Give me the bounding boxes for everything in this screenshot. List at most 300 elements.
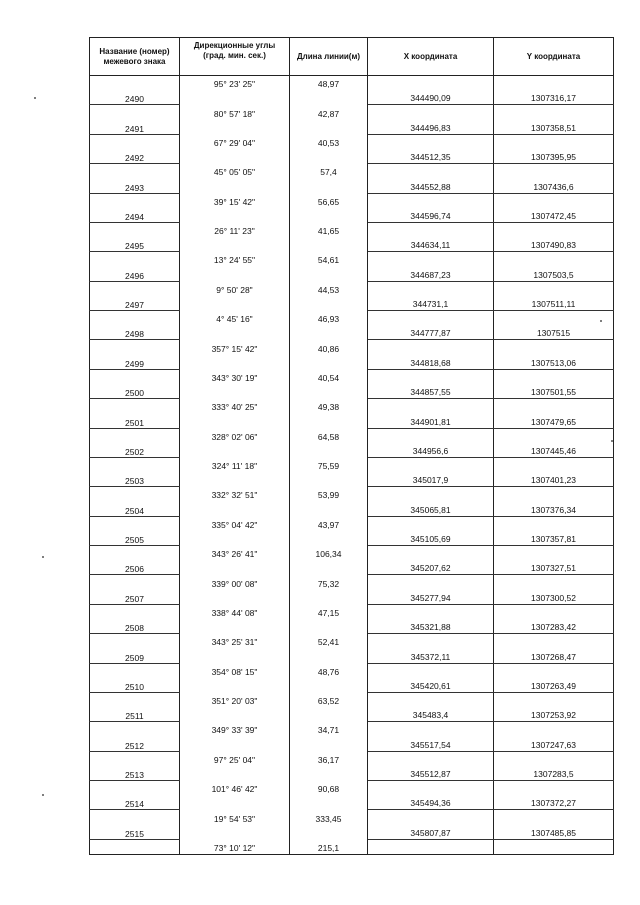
header-direction-angle-label: Дирекционные углы bbox=[193, 41, 276, 50]
point-angle-cell bbox=[180, 472, 290, 487]
point-row bbox=[90, 120, 614, 135]
point-name bbox=[90, 149, 180, 164]
point-angle-cell bbox=[180, 237, 290, 252]
direction-angle bbox=[180, 487, 290, 502]
segment-row bbox=[90, 516, 614, 531]
point-name-value: 2504 bbox=[125, 505, 144, 516]
point-length-cell bbox=[290, 619, 368, 634]
point-name bbox=[90, 766, 180, 781]
x-coordinate-value: 344901,81 bbox=[410, 416, 451, 427]
segment-x-cell bbox=[368, 575, 494, 590]
direction-angle-value: 335° 04' 42" bbox=[211, 519, 258, 530]
point-row bbox=[90, 472, 614, 487]
point-name-value: 2497 bbox=[125, 300, 144, 310]
segment-y-cell bbox=[494, 340, 614, 355]
y-coordinate bbox=[494, 296, 614, 311]
direction-angle bbox=[180, 604, 290, 619]
segment-row bbox=[90, 164, 614, 179]
direction-angle bbox=[180, 516, 290, 531]
line-length bbox=[290, 105, 368, 120]
y-coordinate-value: 1307503,5 bbox=[533, 269, 574, 280]
line-length bbox=[290, 722, 368, 737]
x-coordinate bbox=[368, 648, 494, 663]
y-coordinate-value: 1307283,42 bbox=[531, 622, 576, 633]
point-angle-cell bbox=[180, 355, 290, 370]
point-name-value: 2500 bbox=[125, 388, 144, 399]
y-coordinate bbox=[494, 237, 614, 252]
segment-name-cell bbox=[90, 751, 180, 766]
direction-angle-value: 328° 02' 06" bbox=[211, 431, 258, 442]
header-line-length: Длина линии(м) bbox=[290, 38, 368, 76]
point-name-value: 2492 bbox=[125, 153, 144, 164]
x-coordinate-value: 344818,68 bbox=[410, 357, 451, 368]
point-angle-cell bbox=[180, 795, 290, 810]
point-angle-cell bbox=[180, 266, 290, 281]
scan-speck bbox=[34, 97, 36, 99]
y-coordinate-value: 1307472,45 bbox=[531, 210, 576, 221]
segment-x-cell bbox=[368, 751, 494, 766]
direction-angle bbox=[180, 428, 290, 443]
line-length-value: 56,65 bbox=[317, 196, 340, 207]
point-length-cell bbox=[290, 560, 368, 575]
line-length-value: 90,68 bbox=[317, 784, 340, 795]
segment-row bbox=[90, 575, 614, 590]
point-angle-cell bbox=[180, 501, 290, 516]
point-name-value: 2509 bbox=[125, 652, 144, 663]
point-row bbox=[90, 90, 614, 105]
point-length-cell bbox=[290, 443, 368, 458]
x-coordinate-value: 344956,6 bbox=[412, 445, 449, 456]
segment-x-cell bbox=[368, 487, 494, 502]
y-coordinate bbox=[494, 208, 614, 223]
segment-x-cell bbox=[368, 281, 494, 296]
segment-x-cell bbox=[368, 222, 494, 237]
segment-row bbox=[90, 457, 614, 472]
point-angle-cell bbox=[180, 208, 290, 223]
segment-y-cell bbox=[494, 428, 614, 443]
point-length-cell bbox=[290, 531, 368, 546]
point-length-cell bbox=[290, 325, 368, 340]
segment-row bbox=[90, 604, 614, 619]
direction-angle-value: 39° 15' 42" bbox=[213, 196, 256, 207]
line-length bbox=[290, 193, 368, 208]
header-direction-angle-units: (град. мин. сек.) bbox=[203, 51, 266, 60]
point-name-value: 2507 bbox=[125, 593, 144, 604]
x-coordinate-value: 345207,62 bbox=[410, 563, 451, 574]
direction-angle bbox=[180, 457, 290, 472]
y-coordinate-value: 1307263,49 bbox=[531, 680, 576, 691]
y-coordinate-value: 1307358,51 bbox=[531, 122, 576, 133]
point-name bbox=[90, 590, 180, 605]
point-length-cell bbox=[290, 413, 368, 428]
y-coordinate bbox=[494, 384, 614, 399]
segment-name-cell bbox=[90, 164, 180, 179]
point-name-value: 2499 bbox=[125, 358, 144, 369]
segment-name-cell bbox=[90, 546, 180, 561]
direction-angle bbox=[180, 722, 290, 737]
segment-x-cell bbox=[368, 692, 494, 707]
segment-x-cell bbox=[368, 399, 494, 414]
point-angle-cell bbox=[180, 149, 290, 164]
direction-angle-value: 9° 50' 28" bbox=[216, 284, 253, 295]
direction-angle-value: 351° 20' 03" bbox=[211, 696, 258, 707]
direction-angle-value: 343° 25' 31" bbox=[211, 637, 258, 648]
segment-x-cell bbox=[368, 781, 494, 796]
line-length bbox=[290, 575, 368, 590]
point-name bbox=[90, 208, 180, 223]
segment-row bbox=[90, 487, 614, 502]
point-angle-cell bbox=[180, 178, 290, 193]
y-coordinate bbox=[494, 472, 614, 487]
direction-angle-value: 324° 11' 18" bbox=[211, 461, 258, 472]
line-length-value: 40,53 bbox=[317, 137, 340, 148]
x-coordinate bbox=[368, 795, 494, 810]
y-coordinate bbox=[494, 531, 614, 546]
direction-angle-value: 26° 11' 23" bbox=[214, 226, 255, 237]
point-row bbox=[90, 531, 614, 546]
direction-angle bbox=[180, 252, 290, 267]
x-coordinate bbox=[368, 355, 494, 370]
segment-row bbox=[90, 839, 614, 854]
point-angle-cell bbox=[180, 590, 290, 605]
segment-x-cell bbox=[368, 546, 494, 561]
line-length bbox=[290, 839, 368, 854]
x-coordinate bbox=[368, 237, 494, 252]
y-coordinate bbox=[494, 178, 614, 193]
line-length bbox=[290, 604, 368, 619]
segment-x-cell bbox=[368, 839, 494, 854]
x-coordinate bbox=[368, 178, 494, 193]
segment-y-cell bbox=[494, 516, 614, 531]
direction-angle bbox=[180, 105, 290, 120]
point-length-cell bbox=[290, 178, 368, 193]
segment-y-cell bbox=[494, 193, 614, 208]
line-length-value: 53,99 bbox=[317, 490, 340, 501]
segment-y-cell bbox=[494, 692, 614, 707]
x-coordinate bbox=[368, 472, 494, 487]
point-row bbox=[90, 825, 614, 840]
direction-angle-value: 101° 46' 42" bbox=[211, 784, 258, 795]
point-name-value: 2494 bbox=[125, 211, 144, 222]
direction-angle-value: 354° 08' 15" bbox=[211, 666, 258, 677]
direction-angle bbox=[180, 575, 290, 590]
segment-y-cell bbox=[494, 134, 614, 149]
point-row bbox=[90, 266, 614, 281]
point-row bbox=[90, 296, 614, 311]
x-coordinate-value: 344857,55 bbox=[410, 387, 451, 398]
line-length-value: 333,45 bbox=[315, 813, 342, 824]
x-coordinate-value: 344596,74 bbox=[410, 210, 451, 221]
point-name bbox=[90, 648, 180, 663]
segment-y-cell bbox=[494, 751, 614, 766]
point-angle-cell bbox=[180, 825, 290, 840]
y-coordinate-value: 1307395,95 bbox=[531, 152, 576, 163]
segment-x-cell bbox=[368, 428, 494, 443]
point-name bbox=[90, 384, 180, 399]
x-coordinate bbox=[368, 707, 494, 722]
table-body bbox=[90, 76, 614, 855]
point-row bbox=[90, 678, 614, 693]
y-coordinate-value: 1307247,63 bbox=[531, 739, 576, 750]
direction-angle-value: 73° 10' 12" bbox=[213, 842, 256, 853]
point-name bbox=[90, 355, 180, 370]
segment-name-cell bbox=[90, 810, 180, 825]
segment-x-cell bbox=[368, 311, 494, 326]
segment-name-cell bbox=[90, 663, 180, 678]
segment-name-cell bbox=[90, 722, 180, 737]
x-coordinate-value: 344552,88 bbox=[410, 181, 451, 192]
point-angle-cell bbox=[180, 560, 290, 575]
segment-y-cell bbox=[494, 164, 614, 179]
point-name bbox=[90, 531, 180, 546]
segment-y-cell bbox=[494, 575, 614, 590]
x-coordinate bbox=[368, 531, 494, 546]
segment-name-cell bbox=[90, 252, 180, 267]
point-row bbox=[90, 355, 614, 370]
line-length bbox=[290, 164, 368, 179]
line-length bbox=[290, 516, 368, 531]
x-coordinate bbox=[368, 325, 494, 340]
direction-angle-value: 332° 32' 51" bbox=[211, 490, 258, 501]
x-coordinate-value: 345420,61 bbox=[410, 680, 451, 691]
x-coordinate bbox=[368, 590, 494, 605]
y-coordinate-value: 1307357,81 bbox=[531, 534, 576, 544]
segment-y-cell bbox=[494, 487, 614, 502]
segment-name-cell bbox=[90, 634, 180, 649]
x-coordinate-value: 345017,9 bbox=[412, 475, 449, 486]
line-length bbox=[290, 340, 368, 355]
segment-row bbox=[90, 663, 614, 678]
direction-angle-value: 338° 44' 08" bbox=[211, 607, 258, 618]
line-length-value: 46,93 bbox=[317, 314, 340, 325]
line-length-value: 47,15 bbox=[317, 607, 340, 618]
x-coordinate bbox=[368, 825, 494, 840]
scan-speck bbox=[42, 556, 44, 558]
line-length-value: 40,86 bbox=[317, 343, 340, 354]
segment-y-cell bbox=[494, 546, 614, 561]
line-length bbox=[290, 281, 368, 296]
point-name-value: 2505 bbox=[125, 535, 144, 545]
line-length bbox=[290, 428, 368, 443]
segment-row bbox=[90, 692, 614, 707]
segment-name-cell bbox=[90, 487, 180, 502]
line-length-value: 34,71 bbox=[317, 725, 340, 736]
y-coordinate bbox=[494, 355, 614, 370]
x-coordinate-value: 344687,23 bbox=[410, 269, 451, 280]
line-length bbox=[290, 751, 368, 766]
line-length-value: 48,76 bbox=[317, 666, 340, 677]
point-name bbox=[90, 413, 180, 428]
line-length-value: 52,41 bbox=[317, 637, 340, 648]
segment-y-cell bbox=[494, 369, 614, 384]
point-name bbox=[90, 795, 180, 810]
segment-x-cell bbox=[368, 164, 494, 179]
x-coordinate bbox=[368, 678, 494, 693]
direction-angle-value: 339° 00' 08" bbox=[211, 578, 258, 589]
segment-row bbox=[90, 722, 614, 737]
line-length-value: 40,54 bbox=[317, 372, 340, 383]
point-row bbox=[90, 178, 614, 193]
direction-angle-value: 357° 15' 42" bbox=[211, 343, 258, 354]
header-point-name: Название (номер) межевого знака bbox=[90, 38, 180, 76]
line-length-value: 49,38 bbox=[317, 402, 340, 413]
segment-name-cell bbox=[90, 105, 180, 120]
segment-name-cell bbox=[90, 457, 180, 472]
segment-row bbox=[90, 428, 614, 443]
y-coordinate bbox=[494, 678, 614, 693]
direction-angle bbox=[180, 634, 290, 649]
direction-angle bbox=[180, 222, 290, 237]
point-angle-cell bbox=[180, 296, 290, 311]
line-length bbox=[290, 634, 368, 649]
segment-x-cell bbox=[368, 516, 494, 531]
segment-y-cell bbox=[494, 663, 614, 678]
point-name bbox=[90, 472, 180, 487]
point-row bbox=[90, 707, 614, 722]
point-length-cell bbox=[290, 355, 368, 370]
point-name bbox=[90, 90, 180, 105]
point-row bbox=[90, 736, 614, 751]
y-coordinate-value: 1307485,85 bbox=[531, 827, 576, 838]
point-length-cell bbox=[290, 501, 368, 516]
line-length-value: 64,58 bbox=[317, 431, 340, 442]
point-row bbox=[90, 501, 614, 516]
point-length-cell bbox=[290, 795, 368, 810]
segment-name-cell bbox=[90, 781, 180, 796]
segment-row bbox=[90, 751, 614, 766]
point-name bbox=[90, 178, 180, 193]
segment-row bbox=[90, 311, 614, 326]
x-coordinate-value: 345372,11 bbox=[410, 651, 451, 662]
point-row bbox=[90, 590, 614, 605]
point-row bbox=[90, 325, 614, 340]
point-angle-cell bbox=[180, 90, 290, 105]
line-length bbox=[290, 252, 368, 267]
line-length-value: 43,97 bbox=[317, 519, 340, 530]
point-length-cell bbox=[290, 707, 368, 722]
segment-y-cell bbox=[494, 281, 614, 296]
x-coordinate-value: 345277,94 bbox=[410, 592, 451, 603]
point-length-cell bbox=[290, 590, 368, 605]
point-row bbox=[90, 237, 614, 252]
point-angle-cell bbox=[180, 413, 290, 428]
line-length bbox=[290, 76, 368, 91]
segment-x-cell bbox=[368, 663, 494, 678]
y-coordinate bbox=[494, 325, 614, 340]
y-coordinate bbox=[494, 619, 614, 634]
segment-name-cell bbox=[90, 692, 180, 707]
y-coordinate-value: 1307300,52 bbox=[531, 592, 576, 603]
point-name bbox=[90, 296, 180, 311]
scan-speck bbox=[42, 794, 44, 796]
x-coordinate-value: 345512,87 bbox=[410, 769, 451, 779]
direction-angle bbox=[180, 692, 290, 707]
point-length-cell bbox=[290, 90, 368, 105]
point-row bbox=[90, 413, 614, 428]
segment-name-cell bbox=[90, 575, 180, 590]
point-angle-cell bbox=[180, 736, 290, 751]
segment-row bbox=[90, 134, 614, 149]
line-length bbox=[290, 781, 368, 796]
segment-name-cell bbox=[90, 428, 180, 443]
x-coordinate-value: 344634,11 bbox=[410, 240, 451, 251]
point-name bbox=[90, 237, 180, 252]
segment-x-cell bbox=[368, 340, 494, 355]
y-coordinate-value: 1307479,65 bbox=[531, 416, 576, 427]
point-name-value: 2515 bbox=[125, 828, 144, 839]
direction-angle-value: 333° 40' 25" bbox=[211, 402, 258, 413]
direction-angle bbox=[180, 663, 290, 678]
point-name bbox=[90, 619, 180, 634]
point-name-value: 2496 bbox=[125, 270, 144, 281]
line-length bbox=[290, 134, 368, 149]
point-length-cell bbox=[290, 237, 368, 252]
direction-angle-value: 45° 05' 05" bbox=[213, 167, 256, 178]
segment-x-cell bbox=[368, 369, 494, 384]
segment-row bbox=[90, 634, 614, 649]
segment-y-cell bbox=[494, 722, 614, 737]
direction-angle-value: 80° 57' 18" bbox=[213, 108, 256, 119]
y-coordinate-value: 1307253,92 bbox=[531, 710, 576, 721]
segment-row bbox=[90, 281, 614, 296]
direction-angle bbox=[180, 369, 290, 384]
segment-row bbox=[90, 252, 614, 267]
segment-x-cell bbox=[368, 76, 494, 91]
line-length-value: 48,97 bbox=[317, 79, 340, 90]
segment-row bbox=[90, 76, 614, 91]
y-coordinate-value: 1307445,46 bbox=[531, 445, 576, 456]
table-header bbox=[90, 38, 614, 76]
direction-angle-value: 19° 54' 53" bbox=[213, 813, 256, 824]
direction-angle bbox=[180, 193, 290, 208]
point-name bbox=[90, 266, 180, 281]
segment-name-cell bbox=[90, 604, 180, 619]
segment-row bbox=[90, 369, 614, 384]
line-length-value: 215,1 bbox=[317, 842, 340, 853]
y-coordinate-value: 1307513,06 bbox=[531, 357, 576, 368]
direction-angle bbox=[180, 781, 290, 796]
segment-y-cell bbox=[494, 810, 614, 825]
point-angle-cell bbox=[180, 120, 290, 135]
direction-angle bbox=[180, 281, 290, 296]
segment-name-cell bbox=[90, 281, 180, 296]
x-coordinate bbox=[368, 384, 494, 399]
line-length-value: 63,52 bbox=[317, 696, 340, 707]
point-name bbox=[90, 678, 180, 693]
line-length bbox=[290, 369, 368, 384]
segment-name-cell bbox=[90, 839, 180, 854]
segment-row bbox=[90, 810, 614, 825]
header-direction-angle bbox=[180, 38, 290, 76]
segment-row bbox=[90, 222, 614, 237]
segment-row bbox=[90, 340, 614, 355]
direction-angle bbox=[180, 134, 290, 149]
segment-name-cell bbox=[90, 516, 180, 531]
point-length-cell bbox=[290, 825, 368, 840]
y-coordinate-value: 1307283,5 bbox=[533, 769, 574, 779]
segment-name-cell bbox=[90, 340, 180, 355]
x-coordinate bbox=[368, 296, 494, 311]
line-length bbox=[290, 457, 368, 472]
line-length bbox=[290, 692, 368, 707]
direction-angle bbox=[180, 340, 290, 355]
line-length-value: 44,53 bbox=[317, 284, 340, 295]
point-length-cell bbox=[290, 296, 368, 311]
segment-name-cell bbox=[90, 369, 180, 384]
point-name-value: 2510 bbox=[125, 681, 144, 692]
line-length-value: 57,4 bbox=[320, 167, 337, 178]
segment-y-cell bbox=[494, 252, 614, 267]
